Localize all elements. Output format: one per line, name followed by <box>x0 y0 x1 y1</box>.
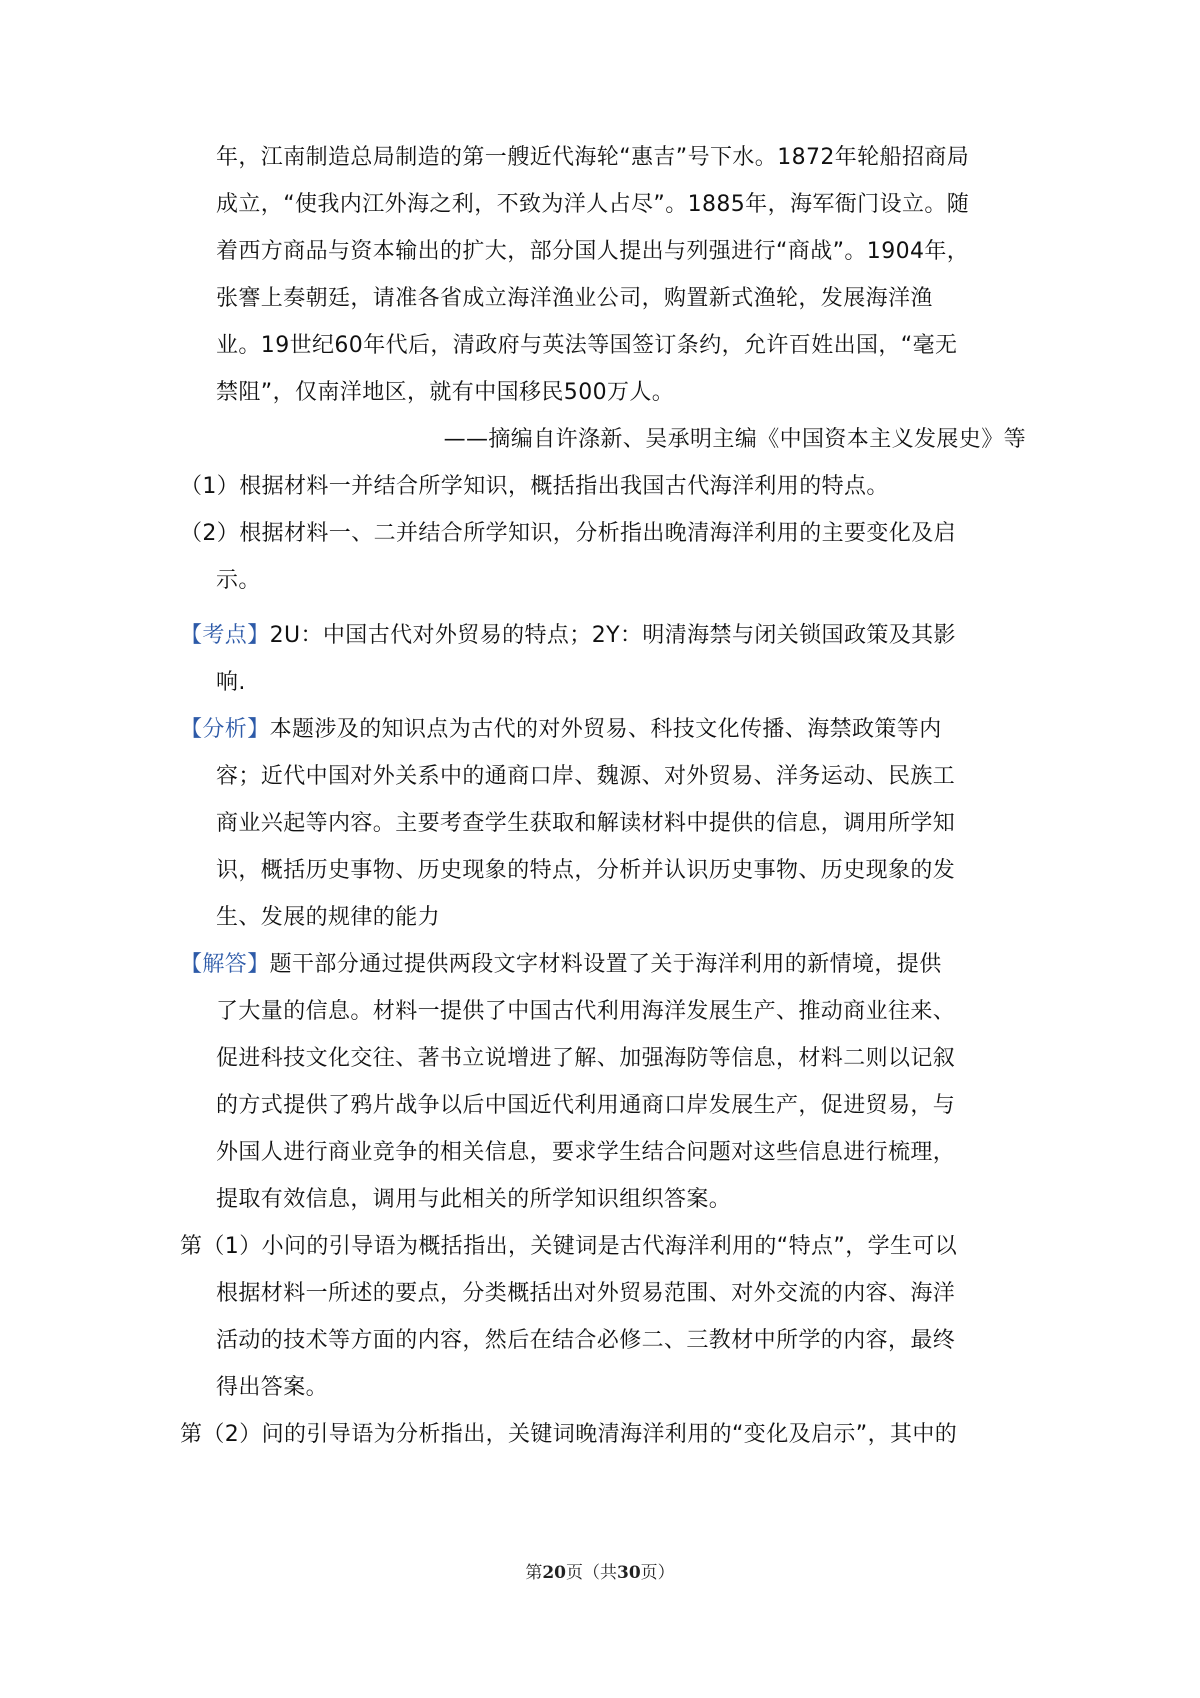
jieda-cont: 外国人进行商业竞争的相关信息，要求学生结合问题对这些信息进行梳理， <box>216 1140 956 1165</box>
material-block <box>180 134 1026 604</box>
footer-suffix: 页） <box>640 1563 675 1583</box>
kaodian-tag: 【考点】 <box>180 623 270 648</box>
jieda-text: 题干部分通过提供两段文字材料设置了关于海洋利用的新情境，提供 <box>269 952 942 977</box>
material-line: 张謇上奏朝廷，请准各省成立海洋渔业公司，购置新式渔轮，发展海洋渔 <box>216 286 933 311</box>
question-2: （2）根据材料一、二并结合所学知识，分析指出晚清海洋利用的主要变化及启 <box>180 521 956 546</box>
jieda-line <box>180 941 1026 988</box>
material-line: 年，江南制造总局制造的第一艘近代海轮“惠吉”号下水。1872年轮船招商局 <box>216 145 970 170</box>
kaodian-cont: 响. <box>216 670 246 695</box>
footer-prefix: 第 <box>525 1563 543 1583</box>
fenxi-tag: 【分析】 <box>180 717 270 742</box>
answer-block <box>180 612 1026 1458</box>
page-footer <box>0 1558 1200 1583</box>
part1-cont: 根据材料一所述的要点，分类概括出对外贸易范围、对外交流的内容、海洋 <box>216 1281 956 1306</box>
part1-cont: 得出答案。 <box>216 1375 329 1400</box>
page-number: 20 <box>542 1563 566 1583</box>
material-line: 业。19世纪60年代后，清政府与英法等国签订条约，允许百姓出国，“毫无 <box>216 333 958 358</box>
fenxi-cont: 容；近代中国对外关系中的通商口岸、魏源、对外贸易、洋务运动、民族工 <box>216 764 956 789</box>
jieda-cont: 促进科技文化交往、著书立说增进了解、加强海防等信息，材料二则以记叙 <box>216 1046 956 1071</box>
kaodian-line <box>180 612 1026 659</box>
fenxi-cont: 识，概括历史事物、历史现象的特点，分析并认识历史事物、历史现象的发 <box>216 858 956 883</box>
fenxi-cont: 生、发展的规律的能力 <box>216 905 441 930</box>
material-line: 着西方商品与资本输出的扩大，部分国人提出与列强进行“商战”。1904年， <box>216 239 970 264</box>
jieda-cont: 了大量的信息。材料一提供了中国古代利用海洋发展生产、推动商业往来、 <box>216 999 956 1024</box>
total-pages: 30 <box>617 1563 641 1583</box>
kaodian-text: 2U：中国古代对外贸易的特点；2Y：明清海禁与闭关锁国政策及其影 <box>269 623 956 648</box>
question-1: （1）根据材料一并结合所学知识，概括指出我国古代海洋利用的特点。 <box>180 474 889 499</box>
part2-line: 第（2）问的引导语为分析指出，关键词晚清海洋利用的“变化及启示”，其中的 <box>180 1422 958 1447</box>
question-2-cont: 示。 <box>216 568 261 593</box>
footer-middle: 页（共 <box>566 1563 617 1583</box>
jieda-tag: 【解答】 <box>180 952 270 977</box>
fenxi-line <box>180 706 1026 753</box>
material-line: 禁阻”，仅南洋地区，就有中国移民500万人。 <box>216 380 675 405</box>
material-line: 成立，“使我内江外海之利，不致为洋人占尽”。1885年，海军衙门设立。随 <box>216 192 970 217</box>
jieda-cont: 提取有效信息，调用与此相关的所学知识组织答案。 <box>216 1187 732 1212</box>
part1-cont: 活动的技术等方面的内容，然后在结合必修二、三教材中所学的内容，最终 <box>216 1328 956 1353</box>
part1-line: 第（1）小问的引导语为概括指出，关键词是古代海洋利用的“特点”，学生可以 <box>180 1234 958 1259</box>
fenxi-text: 本题涉及的知识点为古代的对外贸易、科技文化传播、海禁政策等内 <box>269 717 942 742</box>
fenxi-cont: 商业兴起等内容。主要考查学生获取和解读材料中提供的信息，调用所学知 <box>216 811 956 836</box>
jieda-cont: 的方式提供了鸦片战争以后中国近代利用通商口岸发展生产，促进贸易，与 <box>216 1093 956 1118</box>
material-source: ——摘编自许涤新、吴承明主编《中国资本主义发展史》等 <box>443 427 1026 452</box>
